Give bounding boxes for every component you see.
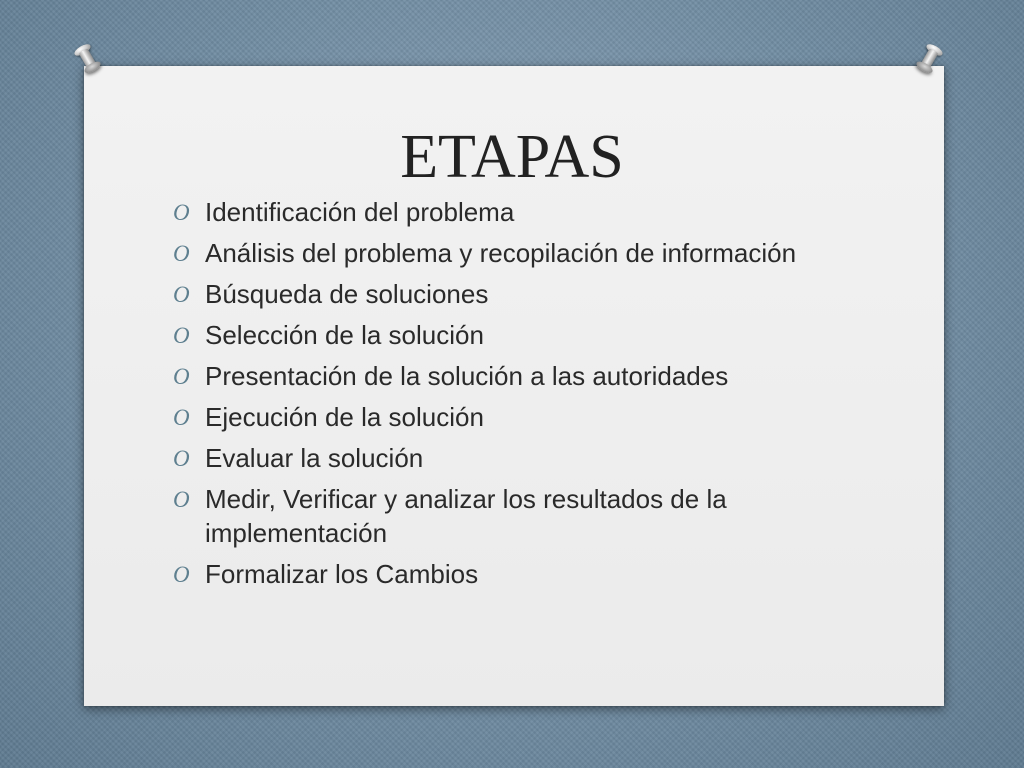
bullet-marker-icon: O bbox=[173, 446, 190, 471]
bullet-marker-icon: O bbox=[173, 364, 190, 389]
bullet-item bbox=[170, 359, 870, 393]
bullet-marker-icon: O bbox=[173, 405, 190, 430]
bullet-text: Ejecución de la solución bbox=[205, 402, 484, 432]
slide-title: ETAPAS bbox=[400, 123, 624, 191]
bullet-marker-icon: O bbox=[173, 562, 190, 587]
bullet-item bbox=[170, 400, 870, 434]
bullet-item bbox=[170, 195, 870, 229]
bullet-text: Formalizar los Cambios bbox=[205, 559, 479, 589]
bullet-item bbox=[170, 236, 870, 270]
pushpin-left-icon bbox=[71, 41, 101, 71]
bullet-marker-icon: O bbox=[173, 200, 190, 225]
bullet-item bbox=[170, 441, 870, 475]
bullet-text: Evaluar la solución bbox=[205, 443, 424, 473]
bullet-text: Búsqueda de soluciones bbox=[205, 279, 489, 309]
bullet-marker-icon: O bbox=[173, 282, 190, 307]
bullet-marker-icon: O bbox=[173, 241, 190, 266]
bullet-item bbox=[170, 482, 870, 550]
bullet-text: Análisis del problema y recopilación de información bbox=[205, 238, 797, 268]
bullet-marker-icon: O bbox=[173, 323, 190, 348]
bullet-text: Presentación de la solución a las autoridades bbox=[205, 361, 729, 391]
bullet-item bbox=[170, 277, 870, 311]
bullet-list bbox=[170, 195, 870, 598]
bullet-text: Identificación del problema bbox=[205, 197, 515, 227]
bullet-marker-icon: O bbox=[173, 487, 190, 512]
bullet-text: Medir, Verificar y analizar los resultados de la implementación bbox=[205, 484, 727, 548]
bullet-item bbox=[170, 557, 870, 591]
bullet-item bbox=[170, 318, 870, 352]
bullet-text: Selección de la solución bbox=[205, 320, 484, 350]
